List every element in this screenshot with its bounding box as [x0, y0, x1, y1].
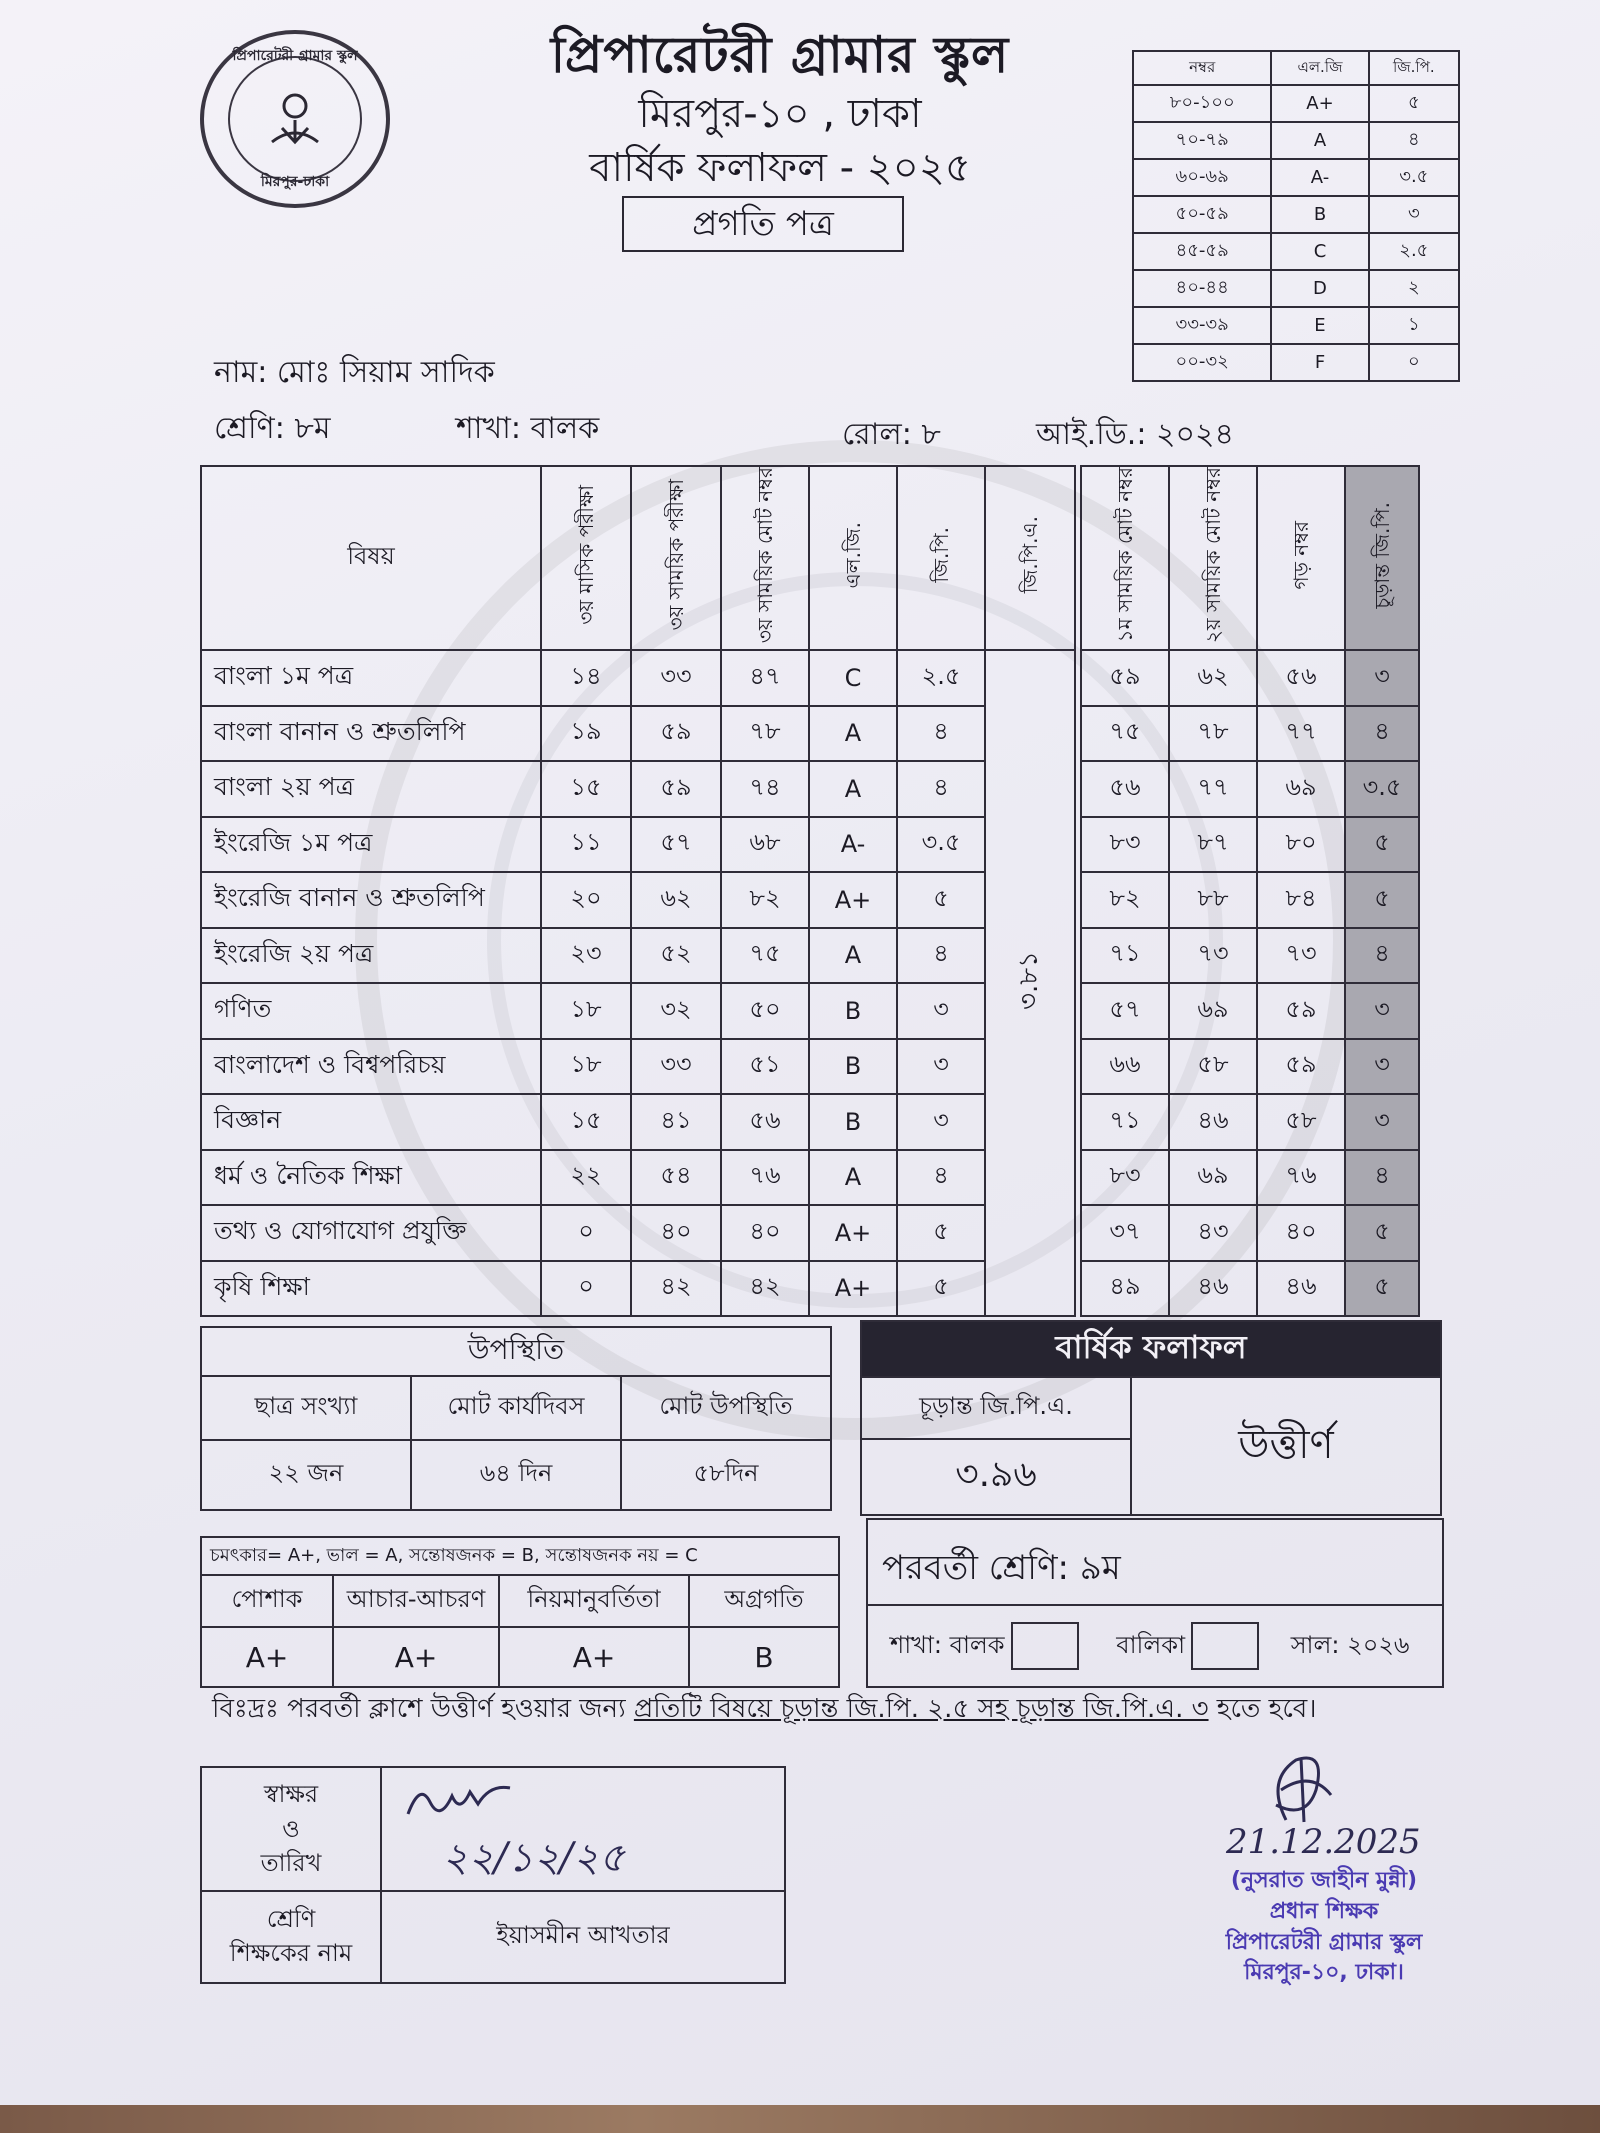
- scale-grade-point: ০: [1369, 344, 1459, 381]
- first-term-total-cell: ৫৭: [1081, 983, 1169, 1039]
- principal-title: প্রধান শিক্ষক: [1269, 1898, 1379, 1924]
- scale-marks-range: ৪৫-৫৯: [1133, 233, 1271, 270]
- average-marks-cell: ৫৯: [1257, 983, 1345, 1039]
- term-exam-cell: ৫৪: [631, 1150, 721, 1206]
- subject-cell: কৃষি শিক্ষা: [201, 1261, 541, 1317]
- student-name: নাম: মোঃ সিয়াম সাদিক: [214, 355, 495, 390]
- letter-grade-cell: A: [809, 761, 897, 817]
- subject-cell: বাংলা ১ম পত্র: [201, 650, 541, 706]
- second-term-total-cell: ৪৬: [1169, 1261, 1257, 1317]
- average-marks-cell: ৪৬: [1257, 1261, 1345, 1317]
- logo-text-top: প্রিপারেটরী গ্রামার স্কুল: [232, 48, 358, 64]
- subject-row: [201, 1261, 1419, 1317]
- result-year: বার্ষিক ফলাফল - ২০২৫: [589, 145, 971, 191]
- header-first-total: [1081, 466, 1169, 650]
- scale-marks-range: ০০-৩২: [1133, 344, 1271, 381]
- second-term-total-cell: ৬২: [1169, 650, 1257, 706]
- final-grade-point-cell: ৩.৫: [1345, 761, 1419, 817]
- header-final-gp-label: চূড়ান্ত জি.পি.: [1369, 501, 1394, 609]
- grade-scale-body: [1133, 85, 1459, 381]
- header-final-gp: [1345, 466, 1419, 650]
- first-term-total-cell: ৩৭: [1081, 1205, 1169, 1261]
- term-total-cell: ৭৮: [721, 706, 809, 762]
- subject-cell: বাংলা বানান ও শ্রুতলিপি: [201, 706, 541, 762]
- average-marks-cell: ৬৯: [1257, 761, 1345, 817]
- term-gpa-cell: [985, 650, 1075, 1316]
- average-marks-cell: ৮৪: [1257, 872, 1345, 928]
- conduct-header-progress: অগ্রগতি: [689, 1575, 839, 1627]
- scale-letter-grade: C: [1271, 233, 1368, 270]
- scale-header-marks: নম্বর: [1133, 51, 1271, 85]
- section-boy-label: শাখা: বালক: [890, 1631, 1005, 1659]
- term-exam-cell: ৪২: [631, 1261, 721, 1317]
- first-term-total-cell: ৫৬: [1081, 761, 1169, 817]
- grade-point-cell: ৪: [897, 928, 985, 984]
- first-term-total-cell: ৮৩: [1081, 1150, 1169, 1206]
- scale-grade-point: ২: [1369, 270, 1459, 307]
- attendance-header-present: মোট উপস্থিতি: [621, 1376, 831, 1440]
- header-monthly: [541, 466, 631, 650]
- scale-header-lg: এল.জি: [1271, 51, 1368, 85]
- header-monthly-label: ৩য় মাসিক পরীক্ষা: [573, 485, 598, 625]
- desk-surface: [0, 2105, 1600, 2133]
- letter-grade-cell: B: [809, 983, 897, 1039]
- scale-grade-point: ২.৫: [1369, 233, 1459, 270]
- header-gpa-label: জি.পি.এ.: [1017, 516, 1042, 594]
- second-term-total-cell: ৭৮: [1169, 706, 1257, 762]
- class-teacher-signature-table: [200, 1766, 786, 1984]
- term-exam-cell: ৩৩: [631, 1039, 721, 1095]
- school-address: মিরপুর-১০ , ঢাকা: [638, 91, 922, 137]
- term-exam-cell: ৪০: [631, 1205, 721, 1261]
- marks-table: [200, 465, 1420, 1317]
- final-gpa-value: ৩.৯৬: [861, 1439, 1131, 1515]
- second-term-total-cell: ৭৭: [1169, 761, 1257, 817]
- conduct-behaviour-value: A+: [333, 1627, 499, 1687]
- monthly-exam-cell: ২২: [541, 1150, 631, 1206]
- student-roll: রোল: ৮: [842, 417, 941, 452]
- first-term-total-cell: ৭১: [1081, 1094, 1169, 1150]
- grade-point-cell: ৩: [897, 983, 985, 1039]
- teacher-label-line-2: শিক্ষকের নাম: [229, 1939, 353, 1967]
- school-name: প্রিপারেটরী গ্রামার স্কুল: [550, 26, 1010, 84]
- student-class: শ্রেণি: ৮ম: [214, 411, 331, 446]
- conduct-header-dress: পোশাক: [201, 1575, 333, 1627]
- scale-marks-range: ৩৩-৩৯: [1133, 307, 1271, 344]
- subject-row: [201, 872, 1419, 928]
- average-marks-cell: ৭৭: [1257, 706, 1345, 762]
- scale-letter-grade: B: [1271, 196, 1368, 233]
- sign-label-line-2: ও: [282, 1814, 300, 1843]
- second-term-total-cell: ৭৩: [1169, 928, 1257, 984]
- letter-grade-cell: A-: [809, 817, 897, 873]
- letter-grade-cell: A: [809, 706, 897, 762]
- next-class-box: [866, 1518, 1444, 1688]
- scale-marks-range: ৮০-১০০: [1133, 85, 1271, 122]
- subject-cell: ইংরেজি ২য় পত্র: [201, 928, 541, 984]
- grade-point-cell: ২.৫: [897, 650, 985, 706]
- term-total-cell: ৫৬: [721, 1094, 809, 1150]
- first-term-total-cell: ৪৯: [1081, 1261, 1169, 1317]
- promotion-note: [212, 1688, 1317, 1732]
- subject-cell: বিজ্ঞান: [201, 1094, 541, 1150]
- average-marks-cell: ৫৮: [1257, 1094, 1345, 1150]
- principal-address: মিরপুর-১০, ঢাকা।: [1244, 1960, 1404, 1986]
- grade-scale-row: [1133, 122, 1459, 159]
- grade-scale-row: [1133, 270, 1459, 307]
- grade-point-cell: ৩: [897, 1094, 985, 1150]
- principal-sign-date: 21.12.2025: [1226, 1822, 1421, 1862]
- logo-inner-ring: [228, 56, 362, 182]
- final-grade-point-cell: ৩: [1345, 1094, 1419, 1150]
- attendance-title: উপস্থিতি: [201, 1327, 831, 1376]
- term-exam-cell: ৩৩: [631, 650, 721, 706]
- teacher-sign-date: ২২/১২/২৫: [442, 1835, 625, 1881]
- monthly-exam-cell: ১৮: [541, 1039, 631, 1095]
- subject-cell: বাংলা ২য় পত্র: [201, 761, 541, 817]
- final-grade-point-cell: ৩: [1345, 650, 1419, 706]
- header-second-total-label: ২য় সাময়িক মোট নম্বর: [1200, 467, 1225, 644]
- final-result-table: [860, 1320, 1442, 1516]
- term-exam-cell: ৬২: [631, 872, 721, 928]
- second-term-total-cell: ৬৯: [1169, 983, 1257, 1039]
- grade-point-cell: ৪: [897, 761, 985, 817]
- term-total-cell: ৮২: [721, 872, 809, 928]
- subject-row: [201, 650, 1419, 706]
- grade-scale-row: [1133, 233, 1459, 270]
- header-lg-label: এল.জি.: [840, 521, 865, 589]
- header-term-label: ৩য় সাময়িক পরীক্ষা: [663, 479, 688, 631]
- header-gp: [897, 466, 985, 650]
- letter-grade-cell: B: [809, 1094, 897, 1150]
- grade-scale-row: [1133, 85, 1459, 122]
- scale-letter-grade: A: [1271, 122, 1368, 159]
- sign-label-line-3: তারিখ: [260, 1849, 322, 1878]
- scale-grade-point: ১: [1369, 307, 1459, 344]
- scale-header-gp: জি.পি.: [1369, 51, 1459, 85]
- average-marks-cell: ৭৩: [1257, 928, 1345, 984]
- monthly-exam-cell: ১৫: [541, 761, 631, 817]
- term-exam-cell: ৩২: [631, 983, 721, 1039]
- subject-row: [201, 1205, 1419, 1261]
- grade-scale-row: [1133, 344, 1459, 381]
- letter-grade-cell: A+: [809, 1205, 897, 1261]
- term-total-cell: ৪২: [721, 1261, 809, 1317]
- next-class-divider: [868, 1604, 1442, 1606]
- grade-point-cell: ৩: [897, 1039, 985, 1095]
- student-section: শাখা: বালক: [456, 411, 600, 446]
- monthly-exam-cell: ২৩: [541, 928, 631, 984]
- attendance-header-workdays: মোট কার্যদিবস: [411, 1376, 621, 1440]
- term-gpa-value: ৩.৮১: [1014, 950, 1045, 1010]
- subject-row: [201, 761, 1419, 817]
- logo-text-bottom: মিরপুর-ঢাকা: [260, 174, 330, 190]
- final-grade-point-cell: ৪: [1345, 706, 1419, 762]
- final-grade-point-cell: ৫: [1345, 872, 1419, 928]
- subject-cell: ইংরেজি বানান ও শ্রুতলিপি: [201, 872, 541, 928]
- letter-grade-cell: B: [809, 1039, 897, 1095]
- monthly-exam-cell: ১৯: [541, 706, 631, 762]
- subject-row: [201, 1039, 1419, 1095]
- next-class-year: সাল: ২০২৬: [1290, 1631, 1410, 1659]
- subject-cell: তথ্য ও যোগাযোগ প্রযুক্তি: [201, 1205, 541, 1261]
- term-total-cell: ৫০: [721, 983, 809, 1039]
- term-total-cell: ৬৮: [721, 817, 809, 873]
- term-exam-cell: ৫৯: [631, 706, 721, 762]
- header-gp-label: জি.পি.: [928, 527, 953, 583]
- letter-grade-cell: C: [809, 650, 897, 706]
- final-grade-point-cell: ৩: [1345, 1039, 1419, 1095]
- average-marks-cell: ৫৬: [1257, 650, 1345, 706]
- second-term-total-cell: ৪৩: [1169, 1205, 1257, 1261]
- first-term-total-cell: ৭৫: [1081, 706, 1169, 762]
- attendance-header-students: ছাত্র সংখ্যা: [201, 1376, 411, 1440]
- teacher-signature-cell: [381, 1767, 785, 1891]
- term-total-cell: ৪৭: [721, 650, 809, 706]
- note-suffix: হতে হবে।: [1208, 1694, 1317, 1724]
- principal-school: প্রিপারেটরী গ্রামার স্কুল: [1225, 1929, 1423, 1955]
- book-crown-icon: [260, 84, 330, 154]
- subject-row: [201, 1094, 1419, 1150]
- subject-row: [201, 706, 1419, 762]
- monthly-exam-cell: ২০: [541, 872, 631, 928]
- scale-grade-point: ৩: [1369, 196, 1459, 233]
- grade-point-cell: ৫: [897, 1205, 985, 1261]
- term-exam-cell: ৪১: [631, 1094, 721, 1150]
- second-term-total-cell: ৪৬: [1169, 1094, 1257, 1150]
- final-result-title: বার্ষিক ফলাফল: [861, 1321, 1441, 1377]
- header-average-label: গড় নম্বর: [1288, 520, 1313, 590]
- term-exam-cell: ৫৯: [631, 761, 721, 817]
- header-first-total-label: ১ম সাময়িক মোট নম্বর: [1112, 467, 1137, 643]
- principal-signature: [1256, 1750, 1346, 1830]
- subject-row: [201, 983, 1419, 1039]
- scale-grade-point: ৪: [1369, 122, 1459, 159]
- report-title: প্রগতি পত্র: [622, 196, 904, 252]
- grade-point-cell: ৩.৫: [897, 817, 985, 873]
- monthly-exam-cell: ১৪: [541, 650, 631, 706]
- subject-row: [201, 928, 1419, 984]
- student-id: আই.ডি.: ২০২৪: [1036, 417, 1234, 452]
- attendance-workdays-value: ৬৪ দিন: [411, 1440, 621, 1510]
- header-term: [631, 466, 721, 650]
- final-grade-point-cell: ৫: [1345, 817, 1419, 873]
- subject-cell: ধর্ম ও নৈতিক শিক্ষা: [201, 1150, 541, 1206]
- second-term-total-cell: ৫৮: [1169, 1039, 1257, 1095]
- scale-marks-range: ৭০-৭৯: [1133, 122, 1271, 159]
- grade-scale-row: [1133, 307, 1459, 344]
- scale-letter-grade: A-: [1271, 159, 1368, 196]
- header-subject-label: বিষয়: [347, 542, 395, 571]
- scale-letter-grade: A+: [1271, 85, 1368, 122]
- scale-marks-range: ৪০-৪৪: [1133, 270, 1271, 307]
- average-marks-cell: ৪০: [1257, 1205, 1345, 1261]
- grade-point-cell: ৪: [897, 706, 985, 762]
- term-total-cell: ৪০: [721, 1205, 809, 1261]
- attendance-table: [200, 1326, 832, 1511]
- average-marks-cell: ৭৬: [1257, 1150, 1345, 1206]
- header-term-total-label: ৩য় সাময়িক মোট নম্বর: [752, 467, 777, 644]
- final-grade-point-cell: ৫: [1345, 1261, 1419, 1317]
- final-grade-point-cell: ৪: [1345, 1150, 1419, 1206]
- monthly-exam-cell: ০: [541, 1205, 631, 1261]
- scale-letter-grade: F: [1271, 344, 1368, 381]
- term-exam-cell: ৫৭: [631, 817, 721, 873]
- grade-scale-row: [1133, 159, 1459, 196]
- monthly-exam-cell: ১৮: [541, 983, 631, 1039]
- average-marks-cell: ৮০: [1257, 817, 1345, 873]
- first-term-total-cell: ৮২: [1081, 872, 1169, 928]
- term-total-cell: ৭৫: [721, 928, 809, 984]
- next-class-sections: [890, 1622, 1410, 1670]
- first-term-total-cell: ৮৩: [1081, 817, 1169, 873]
- second-term-total-cell: ৮৭: [1169, 817, 1257, 873]
- grade-scale-row: [1133, 196, 1459, 233]
- monthly-exam-cell: ১১: [541, 817, 631, 873]
- conduct-progress-value: B: [689, 1627, 839, 1687]
- header-gpa: [985, 466, 1075, 650]
- scale-marks-range: ৬০-৬৯: [1133, 159, 1271, 196]
- principal-stamp: [1164, 1866, 1484, 1989]
- second-term-total-cell: ৬৯: [1169, 1150, 1257, 1206]
- section-girl-label: বালিকা: [1116, 1631, 1186, 1659]
- letter-grade-cell: A: [809, 1150, 897, 1206]
- grade-point-cell: ৫: [897, 1261, 985, 1317]
- header-second-total: [1169, 466, 1257, 650]
- letter-grade-cell: A+: [809, 1261, 897, 1317]
- scale-marks-range: ৫০-৫৯: [1133, 196, 1271, 233]
- scale-grade-point: ৩.৫: [1369, 159, 1459, 196]
- grade-point-cell: ৫: [897, 872, 985, 928]
- sign-label-line-1: স্বাক্ষর: [263, 1779, 319, 1808]
- attendance-present-value: ৫৮দিন: [621, 1440, 831, 1510]
- average-marks-cell: ৫৯: [1257, 1039, 1345, 1095]
- conduct-discipline-value: A+: [499, 1627, 689, 1687]
- term-total-cell: ৫১: [721, 1039, 809, 1095]
- header-subject: [201, 466, 541, 650]
- scale-letter-grade: E: [1271, 307, 1368, 344]
- scale-grade-point: ৫: [1369, 85, 1459, 122]
- letter-grade-cell: A: [809, 928, 897, 984]
- scale-letter-grade: D: [1271, 270, 1368, 307]
- final-status: উত্তীর্ণ: [1131, 1377, 1441, 1515]
- final-grade-point-cell: ৩: [1345, 983, 1419, 1039]
- sign-date-label: [201, 1767, 381, 1891]
- monthly-exam-cell: ০: [541, 1261, 631, 1317]
- teacher-label-line-1: শ্রেণি: [266, 1905, 316, 1934]
- term-total-cell: ৭৪: [721, 761, 809, 817]
- school-logo: [200, 30, 390, 208]
- principal-name: (নুসরাত জাহীন মুন্নী): [1230, 1868, 1418, 1893]
- marks-table-body: [201, 650, 1419, 1316]
- next-class-label: পরবর্তী শ্রেণি: ৯ম: [882, 1548, 1121, 1588]
- teacher-name: ইয়াসমীন আখতার: [381, 1891, 785, 1983]
- note-underlined: প্রতিটি বিষয়ে চূড়ান্ত জি.পি. ২.৫ সহ চূড়ান্ত জি.পি.এ. ৩: [633, 1694, 1209, 1724]
- first-term-total-cell: ৭১: [1081, 928, 1169, 984]
- conduct-legend: চমৎকার= A+, ভাল = A, সন্তোষজনক = B, সন্তোষজনক নয় = C: [201, 1537, 839, 1575]
- subject-cell: ইংরেজি ১ম পত্র: [201, 817, 541, 873]
- second-term-total-cell: ৮৮: [1169, 872, 1257, 928]
- grade-scale-table: [1132, 50, 1460, 382]
- section-boy-checkbox[interactable]: [1011, 1622, 1079, 1670]
- grade-point-cell: ৪: [897, 1150, 985, 1206]
- header-lg: [809, 466, 897, 650]
- conduct-header-behaviour: আচার-আচরণ: [333, 1575, 499, 1627]
- note-prefix: বিঃদ্রঃ পরবর্তী ক্লাশে উত্তীর্ণ হওয়ার জন্য: [212, 1694, 634, 1724]
- letter-grade-cell: A+: [809, 872, 897, 928]
- term-total-cell: ৭৬: [721, 1150, 809, 1206]
- conduct-dress-value: A+: [201, 1627, 333, 1687]
- subject-row: [201, 1150, 1419, 1206]
- final-gpa-label: চূড়ান্ত জি.পি.এ.: [861, 1377, 1131, 1439]
- conduct-table: [200, 1536, 840, 1688]
- teacher-name-label: [201, 1891, 381, 1983]
- conduct-header-discipline: নিয়মানুবর্তিতা: [499, 1575, 689, 1627]
- section-girl-checkbox[interactable]: [1191, 1622, 1259, 1670]
- first-term-total-cell: ৫৯: [1081, 650, 1169, 706]
- teacher-signature: [400, 1774, 520, 1834]
- subject-cell: বাংলাদেশ ও বিশ্বপরিচয়: [201, 1039, 541, 1095]
- subject-cell: গণিত: [201, 983, 541, 1039]
- subject-row: [201, 817, 1419, 873]
- monthly-exam-cell: ১৫: [541, 1094, 631, 1150]
- first-term-total-cell: ৬৬: [1081, 1039, 1169, 1095]
- final-grade-point-cell: ৪: [1345, 928, 1419, 984]
- attendance-students-value: ২২ জন: [201, 1440, 411, 1510]
- header-term-total: [721, 466, 809, 650]
- term-exam-cell: ৫২: [631, 928, 721, 984]
- header-average: [1257, 466, 1345, 650]
- final-grade-point-cell: ৫: [1345, 1205, 1419, 1261]
